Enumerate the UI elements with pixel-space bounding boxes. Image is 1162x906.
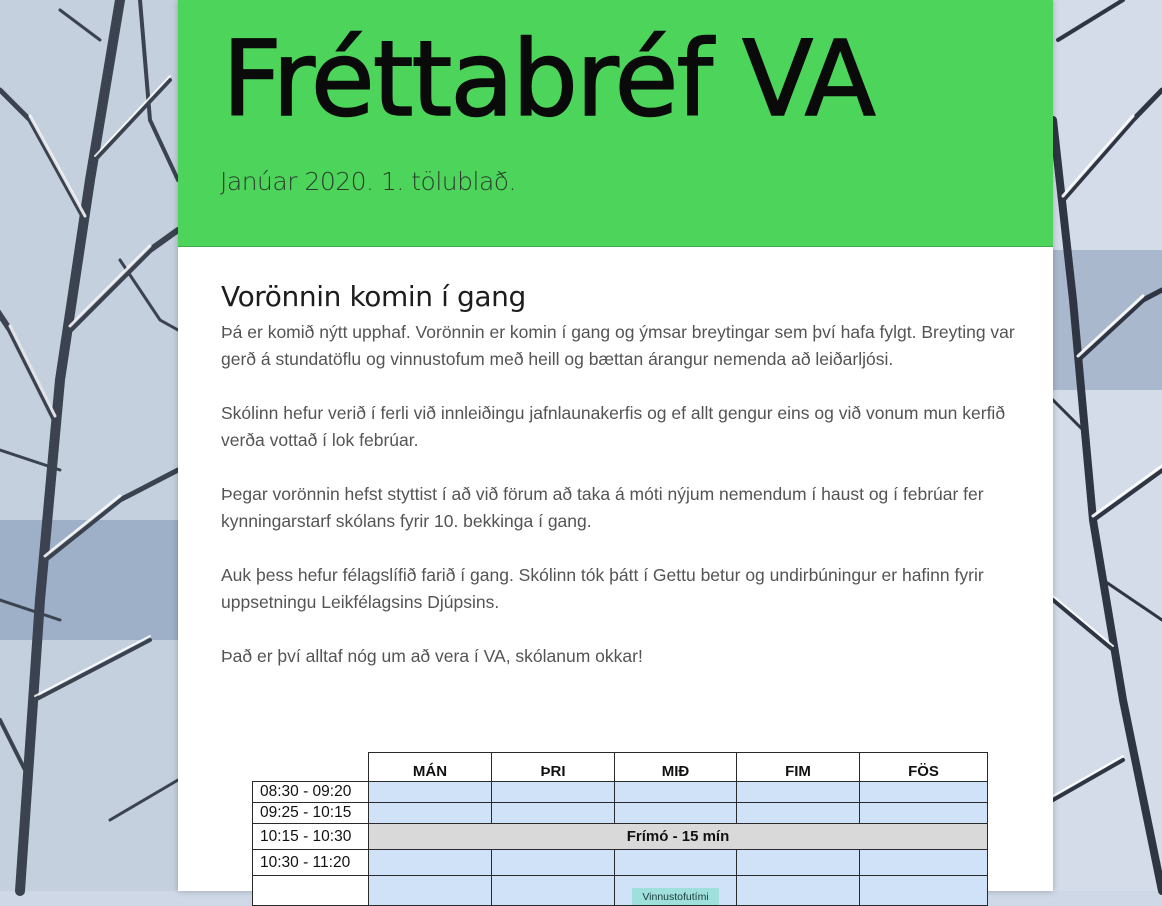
slot-cell bbox=[369, 850, 492, 876]
slot-cell bbox=[860, 782, 988, 803]
slot-cell bbox=[492, 782, 615, 803]
time-cell: 09:25 - 10:15 bbox=[253, 803, 369, 824]
article-heading: Vorönnin komin í gang bbox=[221, 280, 526, 313]
article-paragraph: Þá er komið nýtt upphaf. Vorönnin er komin í gang og ýmsar breytingar sem því hafa fylgt. Breyting var gerð á stundatöflu og vinnustofum með heill og bættan árangur nemenda að leiðarljósi. bbox=[221, 322, 1015, 369]
day-header: FIM bbox=[737, 753, 860, 782]
time-cell bbox=[253, 876, 369, 906]
timetable-row bbox=[253, 824, 988, 850]
workshop-label: Vinnustofutími bbox=[632, 888, 718, 905]
timetable-row bbox=[253, 876, 988, 906]
winter-tree-backdrop-right bbox=[1053, 0, 1162, 891]
time-cell: 10:15 - 10:30 bbox=[253, 824, 369, 850]
day-header: MIÐ bbox=[615, 753, 737, 782]
slot-cell bbox=[737, 803, 860, 824]
slot-cell bbox=[615, 803, 737, 824]
slot-cell bbox=[615, 782, 737, 803]
break-cell: Frímó - 15 mín bbox=[369, 824, 988, 850]
timetable-image bbox=[252, 752, 988, 906]
day-header: FÖS bbox=[860, 753, 988, 782]
timetable-row bbox=[253, 850, 988, 876]
timetable-corner bbox=[253, 753, 369, 782]
winter-tree-backdrop-left bbox=[0, 0, 178, 891]
newsletter-page bbox=[178, 0, 1053, 903]
slot-cell bbox=[492, 876, 615, 906]
timetable bbox=[252, 752, 988, 906]
article-paragraph: Þegar vorönnin hefst styttist í að við förum að taka á móti nýjum nemendum í haust og í febrúar fer kynningarstarf skólans fyrir 10. bekkinga í gang. bbox=[221, 484, 984, 531]
time-cell: 08:30 - 09:20 bbox=[253, 782, 369, 803]
slot-cell bbox=[492, 803, 615, 824]
issue-date: Janúar 2020. 1. tölublað. bbox=[220, 167, 517, 196]
timetable-row bbox=[253, 782, 988, 803]
slot-cell bbox=[369, 876, 492, 906]
article-paragraph: Það er því alltaf nóg um að vera í VA, skólanum okkar! bbox=[221, 646, 643, 666]
article-paragraph: Auk þess hefur félagslífið farið í gang. Skólinn tók þátt í Gettu betur og undirbúningur er hafinn fyrir uppsetningu Leikfélagsins Djúpsins. bbox=[221, 565, 984, 612]
time-cell: 10:30 - 11:20 bbox=[253, 850, 369, 876]
article-paragraph: Skólinn hefur verið í ferli við innleiðingu jafnlaunakerfis og ef allt gengur eins og við vonum mun kerfið verða vottað í lok febrúar. bbox=[221, 403, 1006, 450]
day-header: MÁN bbox=[369, 753, 492, 782]
slot-cell bbox=[369, 803, 492, 824]
slot-cell bbox=[737, 850, 860, 876]
slot-cell bbox=[860, 803, 988, 824]
timetable-row bbox=[253, 803, 988, 824]
article bbox=[221, 280, 1021, 697]
masthead bbox=[178, 0, 1053, 247]
slot-cell bbox=[737, 782, 860, 803]
slot-cell bbox=[369, 782, 492, 803]
slot-cell bbox=[860, 876, 988, 906]
slot-cell bbox=[492, 850, 615, 876]
newsletter-title: Fréttabréf VA bbox=[222, 18, 874, 140]
workshop-cell bbox=[615, 876, 737, 906]
day-header: ÞRI bbox=[492, 753, 615, 782]
slot-cell bbox=[615, 850, 737, 876]
slot-cell bbox=[737, 876, 860, 906]
slot-cell bbox=[860, 850, 988, 876]
